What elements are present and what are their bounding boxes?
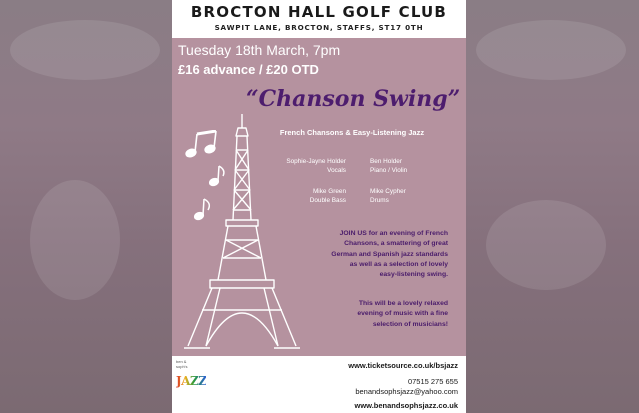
description-line: easy-listening swing. <box>379 271 448 279</box>
musician-name: Mike Cypher <box>370 188 406 195</box>
music-note-icon <box>208 164 228 188</box>
club-address: SAWPIT LANE, BROCTON, STAFFS, ST17 0TH <box>214 23 424 32</box>
musician-entry <box>370 157 450 175</box>
musician-name: Ben Holder <box>370 158 402 165</box>
event-price: £16 advance / £20 OTD <box>178 62 319 77</box>
description-line: evening of music with a fine <box>357 310 448 318</box>
event-subtitle: French Chansons & Easy-Listening Jazz <box>279 128 425 137</box>
blurred-background-right <box>466 0 639 413</box>
blurred-background-left <box>0 0 172 413</box>
description-line: German and Spanish jazz standards <box>331 250 448 258</box>
event-date-time: Tuesday 18th March, 7pm <box>178 42 341 58</box>
musician-entry <box>370 187 450 205</box>
club-name: BROCTON HALL GOLF CLUB <box>190 3 448 21</box>
jazz-logo <box>176 360 206 410</box>
musician-entry <box>236 157 346 175</box>
musician-name: Sophie-Jayne Holder <box>286 158 346 165</box>
musician-role: Piano / Violin <box>370 167 408 174</box>
tickets-link[interactable]: www.ticketsource.co.uk/bsjazz <box>348 361 458 370</box>
event-poster <box>172 0 466 413</box>
description-line: as well as a selection of lovely <box>349 260 448 268</box>
logo-jazz-word: JAZZ <box>176 374 207 388</box>
musician-role: Double Bass <box>309 197 346 204</box>
poster-footer <box>172 356 466 413</box>
music-note-icon <box>184 130 220 160</box>
description-line: selection of musicians! <box>372 320 448 328</box>
musician-role: Drums <box>370 197 389 204</box>
poster-header <box>172 0 466 38</box>
description-line: Chansons, a smattering of great <box>344 240 448 248</box>
logo-text: ben & <box>176 359 187 364</box>
event-description-closing <box>280 299 448 330</box>
logo-text: soph's <box>176 363 188 369</box>
phone-number: 07515 275 655 <box>407 377 458 386</box>
email-address[interactable]: benandsophsjazz@yahoo.com <box>355 387 458 396</box>
description-line: This will be a lovely relaxed <box>358 300 448 307</box>
music-note-icon <box>192 196 214 222</box>
musician-entry <box>236 187 346 205</box>
event-title: “Chanson Swing” <box>246 86 461 112</box>
musician-role: Vocals <box>327 167 346 174</box>
website-link[interactable]: www.benandsophsjazz.co.uk <box>354 401 458 410</box>
musician-name: Mike Green <box>312 188 346 195</box>
description-line: JOIN US for an evening of French <box>339 230 448 237</box>
event-description <box>280 229 448 280</box>
